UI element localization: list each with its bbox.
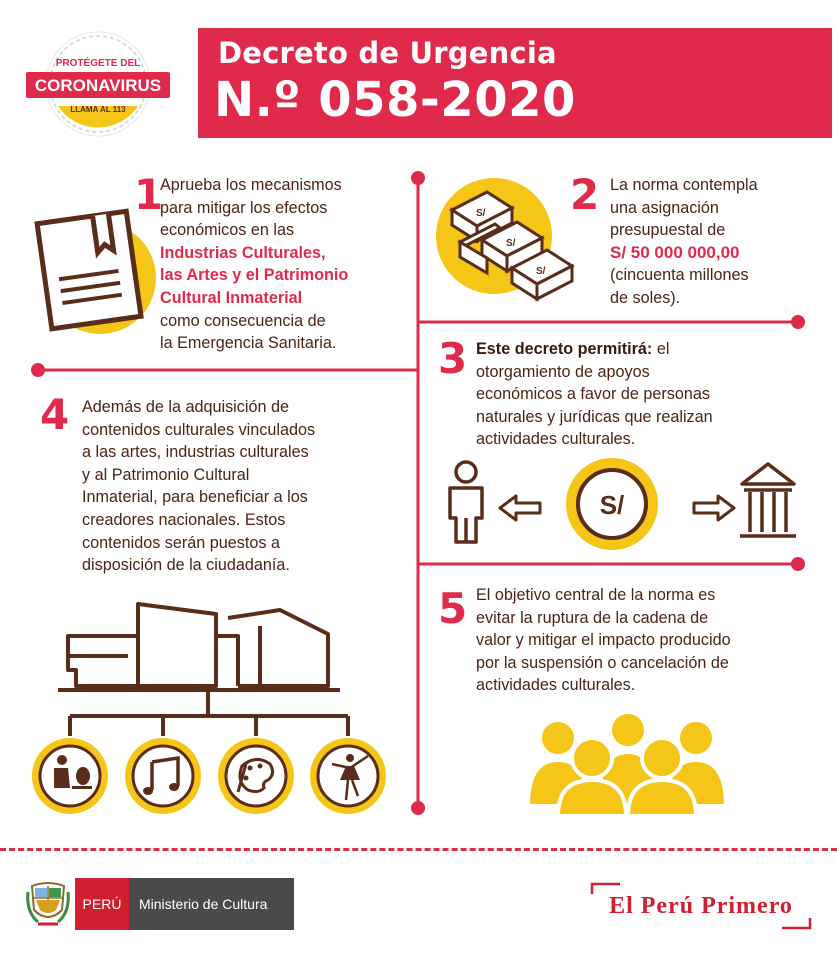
ballet-dancer-icon bbox=[310, 738, 386, 814]
section-4-text bbox=[82, 396, 402, 577]
s2-line: de soles). bbox=[610, 288, 681, 307]
decree-number: N.º 058-2020 bbox=[214, 72, 576, 128]
art-palette-icon bbox=[218, 738, 294, 814]
s3-line: económicos a favor de personas bbox=[476, 385, 710, 404]
badge-line3: LLAMA AL 113 bbox=[70, 105, 126, 114]
artisan-icon bbox=[32, 738, 108, 814]
s1-highlight: Industrias Culturales, bbox=[160, 243, 326, 262]
s2-line: La norma contempla bbox=[610, 176, 758, 194]
institution-building-icon bbox=[740, 464, 796, 536]
s2-line: (cincuenta millones bbox=[610, 266, 749, 285]
s5-line: actividades culturales. bbox=[476, 676, 636, 695]
budget-amount: S/ 50 000 000,00 bbox=[610, 242, 740, 262]
s4-line: disposición de la ciudadanía. bbox=[82, 556, 290, 575]
s1-line: la Emergencia Sanitaria. bbox=[160, 334, 337, 353]
money-label: S/ bbox=[506, 238, 516, 249]
s1-line: como consecuencia de bbox=[160, 311, 326, 330]
support-flow-diagram bbox=[440, 452, 800, 552]
s3-line: actividades culturales. bbox=[476, 430, 636, 449]
section-5-text bbox=[476, 584, 816, 697]
money-label: S/ bbox=[476, 208, 486, 219]
arrow-right-icon bbox=[694, 496, 734, 520]
money-boxes-icon bbox=[432, 170, 577, 305]
music-note-icon bbox=[125, 738, 201, 814]
badge-line2: CORONAVIRUS bbox=[34, 76, 162, 95]
peru-coat-of-arms-icon bbox=[26, 878, 70, 930]
peru-label: PERÚ bbox=[75, 878, 129, 930]
s5-line: por la suspensión o cancelación de bbox=[476, 653, 729, 672]
section-1-text bbox=[160, 174, 410, 355]
money-label: S/ bbox=[536, 266, 546, 277]
step-number-4: 4 bbox=[40, 390, 70, 439]
slogan-text: El Perú Primero bbox=[609, 893, 793, 919]
footer-divider bbox=[0, 848, 837, 851]
s1-highlight: las Artes y el Patrimonio bbox=[160, 266, 349, 285]
step-number-2: 2 bbox=[570, 170, 600, 219]
cultural-building-tree bbox=[28, 596, 398, 826]
step-number-1: 1 bbox=[134, 170, 164, 219]
s4-line: creadores nacionales. Estos bbox=[82, 510, 286, 529]
s1-line: Aprueba los mecanismos bbox=[160, 176, 342, 194]
s2-line: presupuestal de bbox=[610, 221, 726, 240]
arrow-left-icon bbox=[500, 496, 540, 520]
section-2-text bbox=[610, 174, 825, 310]
coin-symbol: S/ bbox=[599, 490, 625, 520]
s3-bold: Este decreto permitirá: bbox=[476, 340, 653, 358]
header-title: Decreto de Urgencia bbox=[218, 36, 557, 70]
badge-line1: PROTÉGETE DEL bbox=[55, 58, 141, 69]
s4-line: a las artes, industrias culturales bbox=[82, 443, 309, 462]
document-book-icon bbox=[22, 200, 162, 340]
s4-line: contenidos culturales vinculados bbox=[82, 420, 316, 439]
person-icon bbox=[450, 462, 482, 542]
s5-line: evitar la ruptura de la cadena de bbox=[476, 608, 709, 627]
s3-line: naturales y jurídicas que realizan bbox=[476, 407, 713, 426]
step-number-5: 5 bbox=[438, 584, 468, 633]
s1-line: para mitigar los efectos bbox=[160, 198, 328, 217]
s4-line: y al Patrimonio Cultural bbox=[82, 465, 250, 484]
s4-line: Inmaterial, para beneficiar a los bbox=[82, 488, 308, 507]
s5-line: valor y mitigar el impacto producido bbox=[476, 631, 731, 650]
s1-line: económicos en las bbox=[160, 221, 295, 240]
ministry-label: Ministerio de Cultura bbox=[129, 878, 294, 930]
s4-line: contenidos serán puestos a bbox=[82, 533, 280, 552]
s4-line: Además de la adquisición de bbox=[82, 398, 289, 416]
step-number-3: 3 bbox=[438, 334, 468, 383]
s5-line: El objetivo central de la norma es bbox=[476, 586, 716, 604]
s2-line: una asignación bbox=[610, 198, 719, 217]
section-3-text bbox=[476, 338, 816, 451]
s3-line: el bbox=[652, 340, 670, 358]
people-group-icon bbox=[524, 708, 732, 818]
s1-highlight: Cultural Inmaterial bbox=[160, 288, 303, 307]
museum-building-icon bbox=[58, 604, 340, 690]
s3-line: otorgamiento de apoyos bbox=[476, 362, 650, 381]
